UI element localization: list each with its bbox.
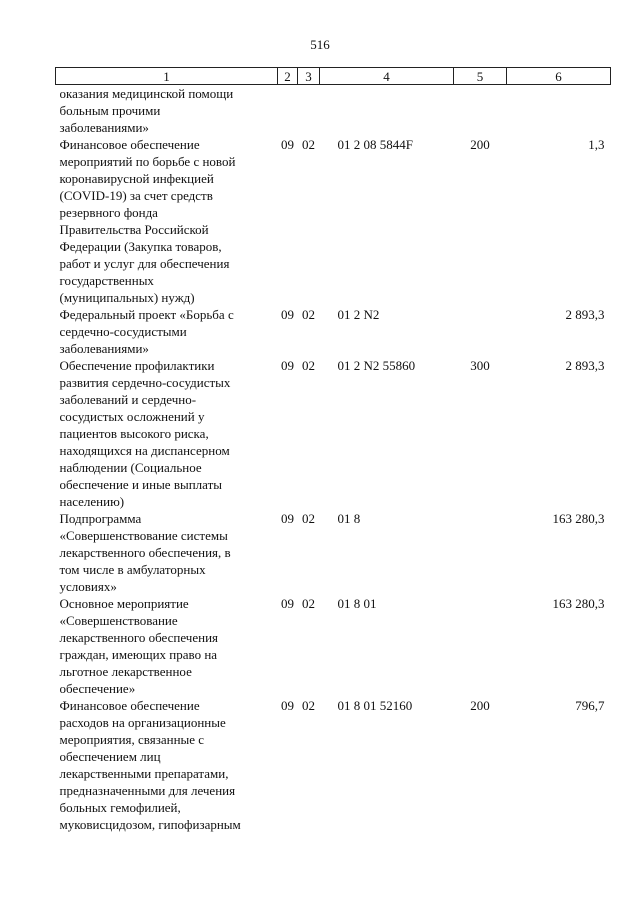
row-name-line: (COVID-19) за счет средств: [59, 188, 213, 203]
row-name-line: Федерации (Закупка товаров,: [59, 239, 222, 254]
row-expense-type: 200: [470, 698, 490, 713]
row-subsection: 02: [302, 137, 315, 152]
row-name-line: развития сердечно-сосудистых: [59, 375, 231, 390]
row-section: 09: [281, 358, 294, 373]
table-row: [56, 306, 611, 357]
row-name-line: наблюдении (Социальное: [59, 460, 202, 475]
row-section: 09: [281, 698, 294, 713]
row-name-line: Обеспечение профилактики: [59, 358, 215, 373]
table-row: [56, 697, 611, 833]
row-expense-type: [454, 306, 507, 357]
row-name-line: заболеваниями»: [59, 120, 149, 135]
row-expense-type: 300: [470, 358, 490, 373]
row-name-line: Правительства Российской: [59, 222, 209, 237]
row-name-line: граждан, имеющих право на: [59, 647, 218, 662]
row-name: [56, 510, 278, 595]
row-subsection: 02: [302, 596, 315, 611]
column-header-2: 2: [278, 68, 298, 85]
row-name-line: обеспечение и иные выплаты: [59, 477, 222, 492]
row-amount: 2 893,3: [565, 358, 605, 373]
row-code: 01 8 01 52160: [337, 698, 413, 713]
table-header: [56, 68, 611, 85]
row-name: [56, 85, 278, 137]
row-name-line: том числе в амбулаторных: [59, 562, 206, 577]
row-section: 09: [281, 137, 294, 152]
row-name-line: оказания медицинской помощи: [59, 86, 234, 101]
row-name-line: Финансовое обеспечение: [59, 698, 200, 713]
row-name: [56, 697, 278, 833]
row-code: 01 8: [337, 511, 361, 526]
table-row: [56, 595, 611, 697]
table-row: [56, 85, 611, 137]
column-header-6: 6: [507, 68, 611, 85]
row-name-line: мероприятия, связанные с: [59, 732, 205, 747]
row-name-line: заболеваниями»: [59, 341, 149, 356]
row-name-line: Основное мероприятие: [59, 596, 189, 611]
row-amount: 2 893,3: [565, 307, 605, 322]
row-code: [320, 85, 454, 137]
table-row: [56, 357, 611, 510]
row-name-line: расходов на организационные: [59, 715, 226, 730]
row-code: 01 2 N2 55860: [337, 358, 416, 373]
row-name-line: коронавирусной инфекцией: [59, 171, 214, 186]
row-code: 01 2 N2: [337, 307, 380, 322]
column-header-4: 4: [320, 68, 454, 85]
row-name-line: мероприятий по борьбе с новой: [59, 154, 236, 169]
row-name-line: заболеваний и сердечно-: [59, 392, 197, 407]
row-name: [56, 136, 278, 306]
row-name-line: «Совершенствование: [59, 613, 178, 628]
page-number: 516: [310, 37, 330, 52]
row-name-line: лекарственными препаратами,: [59, 766, 229, 781]
row-name: [56, 357, 278, 510]
row-name-line: условиях»: [59, 579, 117, 594]
row-name-line: «Совершенствование системы: [59, 528, 228, 543]
row-amount: [507, 85, 611, 137]
row-expense-type: [454, 510, 507, 595]
row-name-line: больным прочими: [59, 103, 161, 118]
row-name-line: работ и услуг для обеспечения: [59, 256, 230, 271]
row-name-line: государственных: [59, 273, 154, 288]
row-section: 09: [281, 511, 294, 526]
table-row: [56, 510, 611, 595]
row-name-line: обеспечение»: [59, 681, 136, 696]
budget-table: [55, 67, 611, 833]
column-header-5: 5: [454, 68, 507, 85]
row-name-line: больных гемофилией,: [59, 800, 181, 815]
row-name-line: находящихся на диспансерном: [59, 443, 230, 458]
row-section: 09: [281, 596, 294, 611]
row-name-line: Федеральный проект «Борьба с: [59, 307, 234, 322]
row-amount: 163 280,3: [552, 596, 605, 611]
table-row: [56, 136, 611, 306]
row-name-line: лекарственного обеспечения: [59, 630, 219, 645]
row-name: [56, 306, 278, 357]
row-name-line: муковисцидозом, гипофизарным: [59, 817, 241, 832]
row-subsection: 02: [302, 358, 315, 373]
row-expense-type: 200: [470, 137, 490, 152]
row-subsection: 02: [302, 698, 315, 713]
row-expense-type: [454, 85, 507, 137]
row-expense-type: [454, 595, 507, 697]
row-name-line: пациентов высокого риска,: [59, 426, 209, 441]
table-body: [56, 85, 611, 834]
column-header-1: 1: [56, 68, 278, 85]
row-name-line: обеспечением лиц: [59, 749, 161, 764]
row-name-line: Финансовое обеспечение: [59, 137, 200, 152]
row-name-line: (муниципальных) нужд): [59, 290, 195, 305]
row-amount: 163 280,3: [552, 511, 605, 526]
row-amount: 796,7: [575, 698, 605, 713]
row-name-line: Подпрограмма: [59, 511, 142, 526]
row-subsection: [298, 85, 320, 137]
row-name-line: населению): [59, 494, 125, 509]
column-header-3: 3: [298, 68, 320, 85]
row-section: 09: [281, 307, 294, 322]
row-code: 01 8 01: [337, 596, 377, 611]
row-name-line: резервного фонда: [59, 205, 158, 220]
row-section: [278, 85, 298, 137]
row-name-line: сосудистых осложнений у: [59, 409, 205, 424]
row-code: 01 2 08 5844F: [337, 137, 413, 152]
row-name-line: сердечно-сосудистыми: [59, 324, 187, 339]
row-name-line: лекарственного обеспечения, в: [59, 545, 231, 560]
row-name-line: льготное лекарственное: [59, 664, 192, 679]
row-subsection: 02: [302, 511, 315, 526]
row-name: [56, 595, 278, 697]
row-amount: 1,3: [588, 137, 605, 152]
row-subsection: 02: [302, 307, 315, 322]
row-name-line: предназначенными для лечения: [59, 783, 236, 798]
